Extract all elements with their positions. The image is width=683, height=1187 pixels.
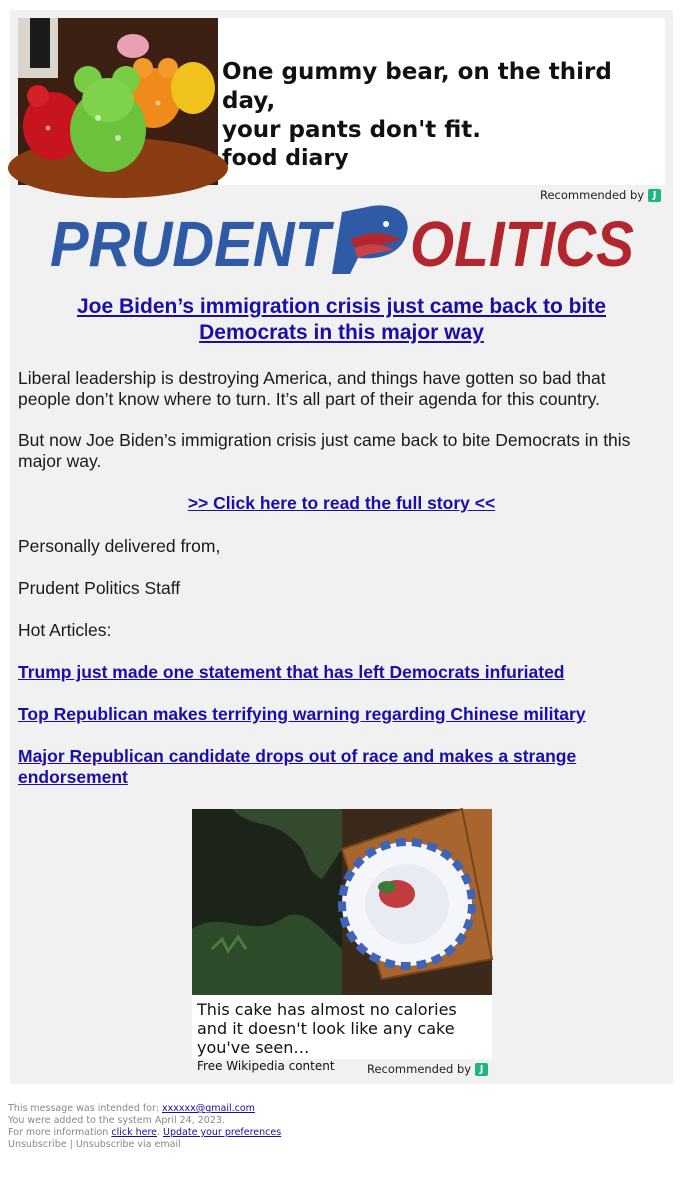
footer-added-text: You were added to the system April 24, 2023.: [8, 1115, 225, 1126]
hot-article-link[interactable]: Top Republican makes terrifying warning regarding Chinese military: [18, 704, 586, 724]
ad-bottom-headline[interactable]: This cake has almost no calories and it doesn't look like any cake you've seen…: [197, 1000, 457, 1057]
unsubscribe-email-link[interactable]: Unsubscribe via email: [75, 1139, 181, 1150]
ad-source[interactable]: food diary: [222, 146, 349, 171]
hot-article-link[interactable]: Major Republican candidate drops out of race and makes a strange endorsement: [18, 746, 577, 787]
sponsored-ad-top[interactable]: [18, 18, 665, 185]
hot-articles-heading: Hot Articles:: [18, 620, 112, 640]
email-footer: [8, 1103, 668, 1151]
ad-headline-line2[interactable]: your pants don't fit.: [222, 117, 482, 143]
recommended-label: Recommended by: [367, 1062, 472, 1076]
logo-p-eagle-icon: [332, 205, 408, 274]
footer-separator: |: [66, 1139, 76, 1150]
ad-bottom-source[interactable]: Free Wikipedia content: [197, 1059, 335, 1073]
email-container: [10, 10, 673, 1084]
update-preferences-link[interactable]: Update your preferences: [163, 1127, 282, 1138]
logo-word-prudent: PRUDENT: [50, 208, 335, 280]
unsubscribe-link[interactable]: Unsubscribe: [8, 1139, 67, 1150]
headline-line2: Democrats in this major way: [199, 321, 484, 344]
recipient-email-link[interactable]: xxxxxx@gmail.com: [162, 1103, 255, 1114]
footer-more-info-label: For more information: [8, 1127, 112, 1138]
footer-unsubscribe-line: [8, 1139, 668, 1151]
click-here-link[interactable]: click here: [111, 1127, 157, 1138]
footer-dot: .: [157, 1127, 164, 1138]
recommended-by-bottom[interactable]: [367, 1062, 488, 1076]
article-paragraph-2: But now Joe Biden’s immigration crisis just came back to bite Democrats in this major way.: [18, 430, 631, 471]
headline-line1: Joe Biden’s immigration crisis just came back to bite: [76, 295, 607, 318]
gummy-bear-image: [18, 18, 218, 185]
footer-intended-line: [8, 1103, 668, 1115]
prudent-politics-logo: [50, 202, 635, 280]
signature-text: Prudent Politics Staff: [18, 578, 181, 598]
hot-article-link[interactable]: Trump just made one statement that has left Democrats infuriated: [18, 662, 565, 682]
ad-headline-line1[interactable]: One gummy bear, on the third day,: [222, 59, 612, 114]
footer-more-info-line: [8, 1127, 668, 1139]
jeeng-logo-icon: J: [648, 189, 661, 202]
read-full-story-link[interactable]: >> Click here to read the full story <<: [187, 493, 496, 513]
signoff-text: Personally delivered from,: [18, 536, 221, 556]
footer-intended-label: This message was intended for:: [8, 1103, 162, 1114]
jeeng-logo-icon: J: [475, 1063, 488, 1076]
logo-word-olitics: OLITICS: [410, 208, 635, 280]
article-paragraph-1: Liberal leadership is destroying America, and things have gotten so bad that people don’t know where to turn. It’s all part of their agenda for this country.: [18, 368, 606, 409]
article-headline-link[interactable]: [18, 294, 665, 346]
cake-plate-image: [192, 809, 492, 995]
recommended-label: Recommended by: [540, 188, 645, 202]
recommended-by-top[interactable]: [540, 188, 661, 202]
